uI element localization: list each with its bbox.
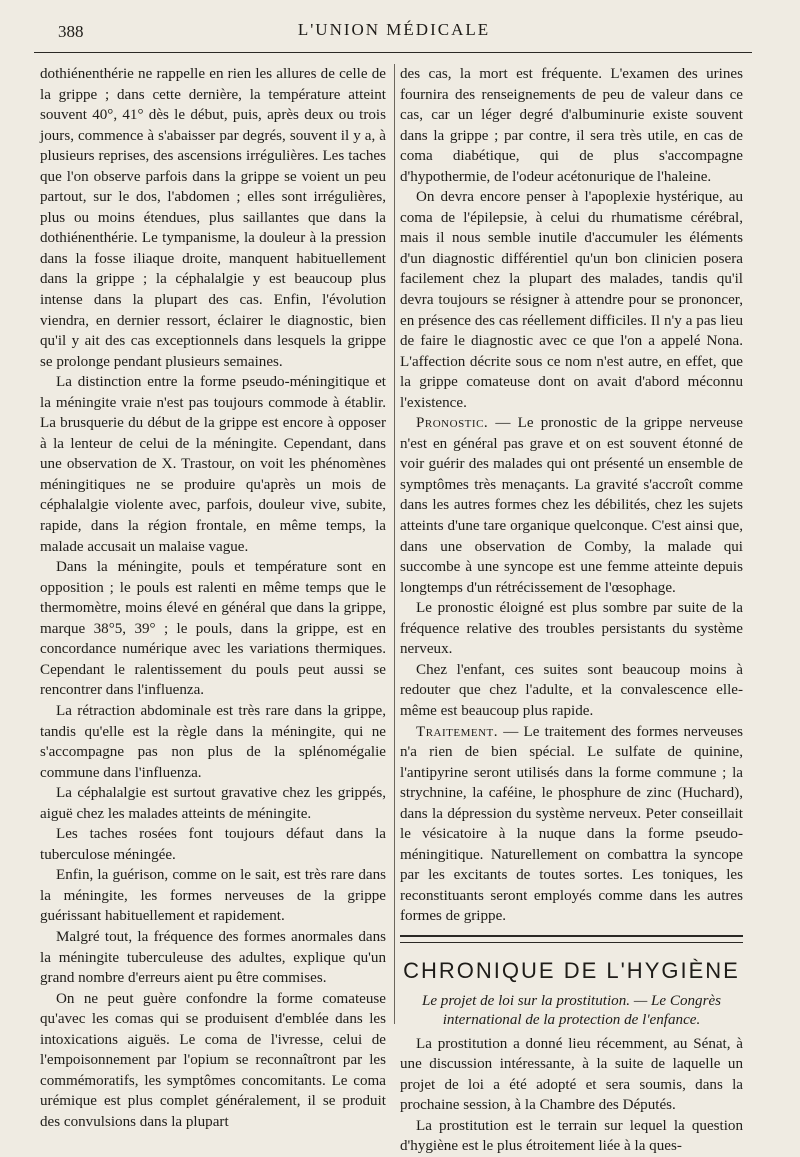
header-rule xyxy=(34,52,752,53)
paragraph: Chez l'enfant, ces suites sont beaucoup moins à redouter que chez l'adulte, et la convalescence elle-même est beaucoup plus rapide. xyxy=(400,661,743,719)
right-column xyxy=(400,64,743,1157)
page-number: 388 xyxy=(58,22,84,41)
paragraph: La céphalalgie est surtout gravative chez les grippés, aiguë chez les malades atteints de méningite. xyxy=(40,785,386,822)
left-column xyxy=(40,64,386,1132)
paragraph: La prostitution a donné lieu récemment, au Sénat, à une discussion intéressante, à la suite de laquelle un projet de loi a été adopté et sera soumis, dans la prochaine session, à la Chambre des Députés. xyxy=(400,1035,743,1114)
section-title: CHRONIQUE DE L'HYGIÈNE xyxy=(403,957,740,983)
running-head: L'UNION MÉDICALE xyxy=(297,20,491,39)
traitement-label: Traitement. xyxy=(416,723,499,740)
column-divider xyxy=(394,64,395,1024)
paragraph: La distinction entre la forme pseudo-méningitique et la méningite vraie n'est pas toujours commode à établir. La brusquerie du début de la grippe est encore à opposer à la lenteur de celui de la méningite. Cependant, dans une observation de X. Trastour, on voit les phénomènes méningitiques ne se produire qu'après un mois de céphalalgie violente avec, parfois, douleur vive, subite, rapide, dans la région frontale, en même temps, la malade accusait un malaise vague. xyxy=(40,374,386,555)
paragraph: La prostitution est le terrain sur lequel la question d'hygiène est le plus étroitement liée à la ques- xyxy=(400,1117,743,1155)
paragraph: des cas, la mort est fréquente. L'examen des urines fournira des renseignements de peu de valeur dans ce cas, car un léger degré d'albuminurie existe souvent dans la grippe ; par contre, il sera très utile, en cas de coma diabétique, qui de plus s'accompagne d'hypothermie, de l'odeur acétonurique de l'haleine. xyxy=(400,66,743,185)
paragraph: On devra encore penser à l'apoplexie hystérique, au coma de l'épilepsie, à celui du rhumatisme cérébral, mais il nous semble inutile d'accumuler les éléments d'un diagnostic différentiel qu'un bon clinicien posera facilement chez la plupart des malades, tandis qu'il devra toujours se résigner à attendre pour se prononcer, en présence des cas réellement difficiles. Il n'y a pas lieu de faire le diagnostic avec ce que l'on a appelé Nona. L'affection décrite sous ce nom n'est autre, en effet, que la grippe comateuse dont on avait d'abord méconnu l'existence. xyxy=(400,189,743,411)
paragraph: Enfin, la guérison, comme on le sait, est très rare dans la méningite, les formes nerveuses de la grippe guérissant habituellement et rapidement. xyxy=(40,867,386,925)
section-rule xyxy=(400,935,743,943)
paragraph: Le pronostic éloigné est plus sombre par suite de la fréquence relative des troubles persistants du système nerveux. xyxy=(400,600,743,658)
paragraph: dothiénenthérie ne rappelle en rien les allures de celle de la grippe ; dans cette dernière, la température atteint souvent 40°, 41° dès le début, puis, après deux ou trois jours, commence à s'abaisser par degrés, souvent il y a, à plusieurs reprises, des ascensions irrégulières. Les taches que l'on observe parfois dans la grippe se voient un peu partout, sur le dos, l'abdomen ; elles sont irrégulières, plus ou moins étendues, plus saillantes que dans la dothiénenthérie. Le tympanisme, la douleur à la pression dans la fosse iliaque droite, manquent habituellement dans la grippe ; la céphalalgie y est beaucoup plus intense dans la plupart des cas. Enfin, l'évolution viendra, en dernier ressort, éclairer le diagnostic, bien qu'il y ait des cas exceptionnels dans lesquels la grippe se prolonge pendant plusieurs semaines. xyxy=(40,66,386,370)
paragraph: La rétraction abdominale est très rare dans la grippe, tandis qu'elle est la règle dans la méningite, qui ne s'accompagne pas non plus de la splénomégalie commune dans l'influenza. xyxy=(40,702,386,781)
paragraph: Malgré tout, la fréquence des formes anormales dans la méningite tuberculeuse des adultes, explique qu'un grand nombre d'erreurs aient pu être commises. xyxy=(40,928,386,987)
paragraph: Les taches rosées font toujours défaut dans la tuberculose méningée. xyxy=(40,826,386,863)
paragraph: Dans la méningite, pouls et température sont en opposition ; le pouls est ralenti en même temps que le thermomètre, moins élevé en général que dans la grippe, marque 38°5, 39° ; le pouls, dans la grippe, est en concordance numérique avec les variations thermiques. Cependant le ralentissement du pouls peut aussi se rencontrer dans l'influenza. xyxy=(40,559,386,699)
pronostic-label: Pronostic. xyxy=(416,415,489,432)
traitement-text: — Le traitement des formes nerveuses n'a rien de bien spécial. Le sulfate de quinine, l'antipyrine seront utilisés dans la forme commune ; la strychnine, la caféine, le phosphure de zinc (Huchard), dans la dépression du système nerveux. Peter conseillait le vésicatoire à la nuque dans la forme pseudo-méningitique. Naturellement on combattra la syncope par les excitants de toutes sortes. Les toniques, les reconstituants seront employés comme dans les autres formes de grippe. xyxy=(400,723,743,925)
section-subtitle: Le projet de loi sur la prostitution. — Le Congrès international de la protection de l'enfance. xyxy=(421,992,722,1028)
pronostic-text: — Le pronostic de la grippe nerveuse n'est en général pas grave et on est souvent étonné de voir guérir des malades qui ont présenté un ensemble de symptômes très menaçants. La gravité s'accroît comme dans les autres formes chez les débilités, chez les sujets atteints d'une tare organique quelconque. C'est ainsi que, dans une observation de Comby, la malade qui succombe à une syncope est une femme atteinte depuis longtemps d'un rétrécissement de l'œsophage. xyxy=(400,415,743,596)
pronostic-paragraph xyxy=(400,413,743,598)
paragraph: On ne peut guère confondre la forme comateuse qu'avec les comas qui se produisent d'emblée dans les intoxications aiguës. Le coma de l'ivresse, celui de l'empoisonnement par l'opium se reconnaîtront par les commémoratifs, les symptômes concomitants. Le coma urémique est plus complet généralement, il se produit des convulsions dans la plupart xyxy=(40,990,386,1130)
page-header xyxy=(34,20,754,46)
traitement-paragraph xyxy=(400,722,743,927)
